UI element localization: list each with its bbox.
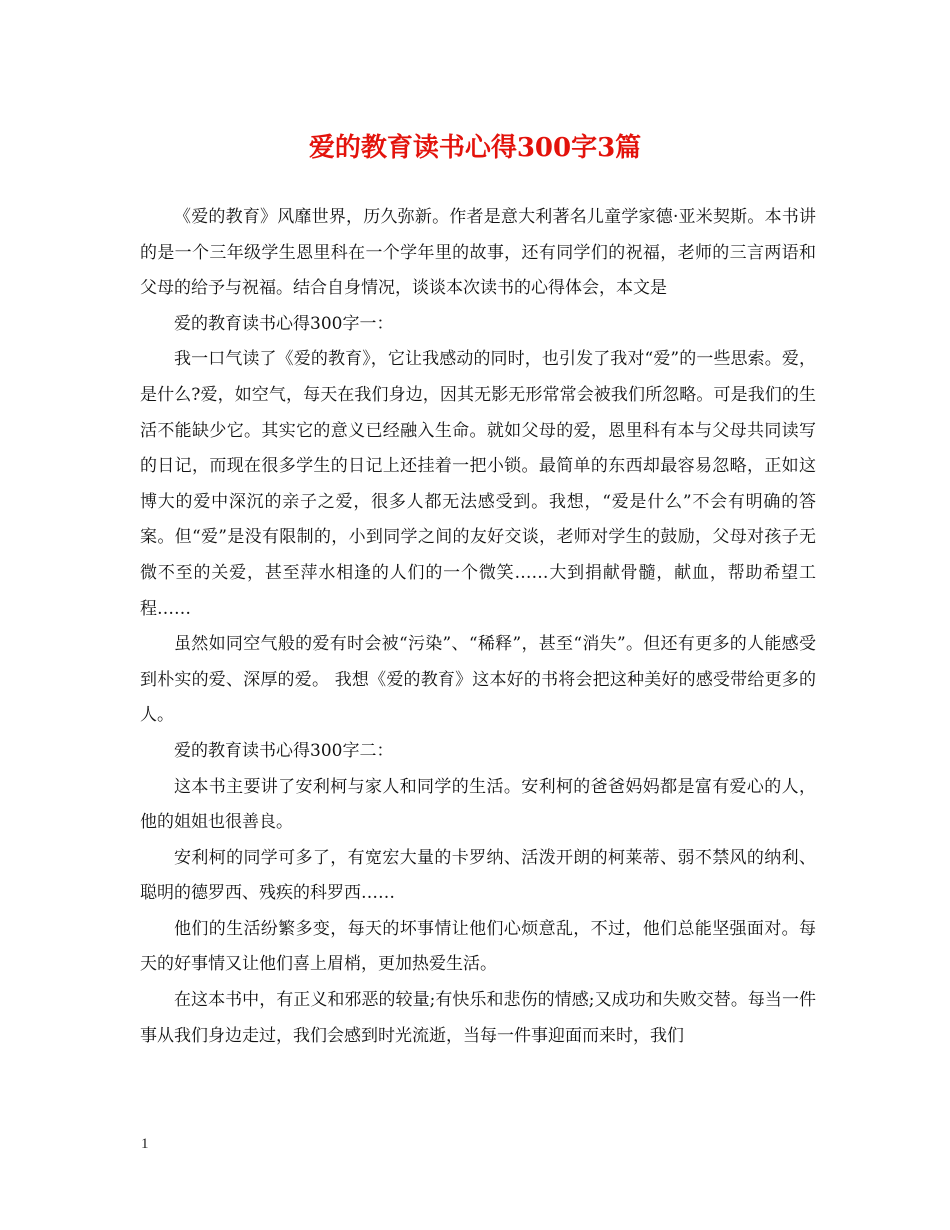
intro-paragraph: 《爱的教育》风靡世界，历久弥新。作者是意大利著名儿童学家德·亚米契斯。本书讲的是一个三年级学生恩里科在一个学年里的故事，还有同学们的祝福，老师的三言两语和 父母的给予与祝福。结合自身情况，谈谈本次读书的心得体会，本文是: [140, 207, 816, 299]
body-paragraph: 他们的生活纷繁多变，每天的坏事情让他们心烦意乱，不过，他们总能坚强面对。每天的好事情又让他们喜上眉梢，更加热爱生活。: [140, 918, 816, 975]
document-title: 爱的教育读书心得300字3篇: [308, 133, 642, 163]
body-paragraph: 虽然如同空气般的爱有时会被“污染”、“稀释”，甚至“消失”。但还有更多的人能感受到朴实的爱、深厚的爱。 我想《爱的教育》这本好的书将会把这种美好的感受带给更多的人。: [140, 634, 816, 726]
section-heading-one: 爱的教育读书心得300字一：: [174, 313, 394, 334]
body-paragraph: 这本书主要讲了安利柯与家人和同学的生活。安利柯的爸爸妈妈都是富有爱心的人，他的姐姐也很善良。: [140, 776, 816, 833]
page-number: 1: [141, 1136, 149, 1152]
body-paragraph: 在这本书中，有正义和邪恶的较量;有快乐和悲伤的情感;又成功和失败交替。每当一件事从我们身边走过，我们会感到时光流逝，当每一件事迎面而来时，我们: [140, 990, 816, 1046]
section-heading-two: 爱的教育读书心得300字二：: [174, 740, 394, 761]
body-paragraph: 我一口气读了《爱的教育》，它让我感动的同时，也引发了我对“爱”的一些思索。爱，是什么?爱，如空气，每天在我们身边，因其无影无形常常会被我们所忽略。可是我们的生活不能缺少它。其实它的意义已经融入生命。就如父母的爱，恩里科有本与父母共同读写的日记，而现在很多学生的日记上还挂着一把小锁。最简单的东西却最容易忽略，正如这博大的爱中深沉的亲子之爱，很多人都无法感受到。我想，“爱是什么”不会有明确的答案。但“爱”是没有限制的，小到同学之间的友好交谈，老师对学生的鼓励，父母对孩子无微不至的关爱，甚至萍水相逢的人们的一个微笑……大到捐献骨髓，献血，帮助希望工程……: [140, 349, 816, 619]
document-body: [140, 200, 816, 1054]
body-paragraph: 安利柯的同学可多了，有宽宏大量的卡罗纳、活泼开朗的柯莱蒂、弱不禁风的纳利、聪明的德罗西、残疾的科罗西……: [140, 847, 816, 904]
